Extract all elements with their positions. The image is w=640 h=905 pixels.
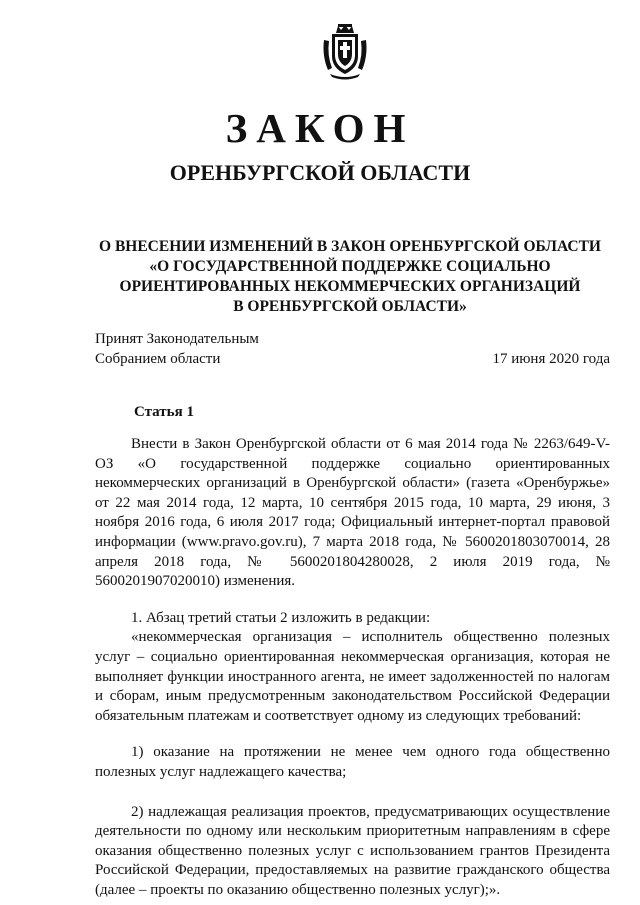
adopted-by-line: Собранием области bbox=[95, 351, 221, 367]
document-title: ЗАКОН bbox=[225, 105, 415, 151]
article-body bbox=[95, 435, 610, 900]
article-intro: Внести в Закон Оренбургской области от 6 мая 2014 года № 2263/649-V-ОЗ «О государственной поддержке социально ориентированных некоммерческих организаций в Оренбургской области» (газета «Оренбуржье» от 22 мая 2014 года, 12 марта, 10 сентября 2015 года, 10 марта, 29 июня, 3 ноября 2016 года, 6 июля 2017 года; Официальный интернет-портал правовой информации (www.pravo.gov.ru), 7 марта 2018 года, № 5600201803070014, 28 апреля 2018 года, № 5600201804280028, 2 июля 2019 года, № 5600201907020010) изменения. bbox=[95, 436, 610, 590]
document-subtitle: ОРЕНБУРГСКОЙ ОБЛАСТИ bbox=[169, 160, 471, 185]
heading-line: О ВНЕСЕНИИ ИЗМЕНЕНИЙ В ЗАКОН ОРЕНБУРГСКОЙ ОБЛАСТИ bbox=[99, 238, 601, 255]
adoption-block bbox=[95, 329, 610, 369]
heading-line: ОРИЕНТИРОВАННЫХ НЕКОММЕРЧЕСКИХ ОРГАНИЗАЦИЙ bbox=[119, 278, 581, 295]
amendment-quote: «некоммерческая организация – исполнитель общественно полезных услуг – социально ориентированная некоммерческая организация, которая не выполняет функции иностранного агента, не имеет задолженностей по налогам и сборам, иным предусмотренным законодательством Российской Федерации обязательным платежам и соответствует одному из следующих требований: bbox=[95, 629, 610, 724]
requirement-item: 1) оказание на протяжении не менее чем одного года общественно полезных услуг надлежащего качества; bbox=[95, 744, 610, 780]
requirement-item: 2) надлежащая реализация проектов, предусматривающих осуществление деятельности по одному или нескольким приоритетным направлениям в сфере оказания общественно полезных услуг с использованием грантов Президента Российской Федерации, предоставляемых на развитие гражданского общества (далее – проекты по оказанию общественно полезных услуг);». bbox=[95, 803, 610, 898]
law-heading bbox=[95, 237, 605, 317]
coat-of-arms-icon bbox=[322, 22, 368, 80]
heading-line: «О ГОСУДАРСТВЕННОЙ ПОДДЕРЖКЕ СОЦИАЛЬНО bbox=[149, 258, 551, 275]
amendment-item: 1. Абзац третий статьи 2 изложить в редакции: bbox=[131, 609, 431, 626]
adoption-date: 17 июня 2020 года bbox=[492, 351, 610, 367]
heading-line: В ОРЕНБУРГСКОЙ ОБЛАСТИ» bbox=[233, 298, 467, 315]
adopted-by-line: Принят Законодательным bbox=[95, 331, 259, 347]
article-title: Статья 1 bbox=[134, 404, 194, 420]
